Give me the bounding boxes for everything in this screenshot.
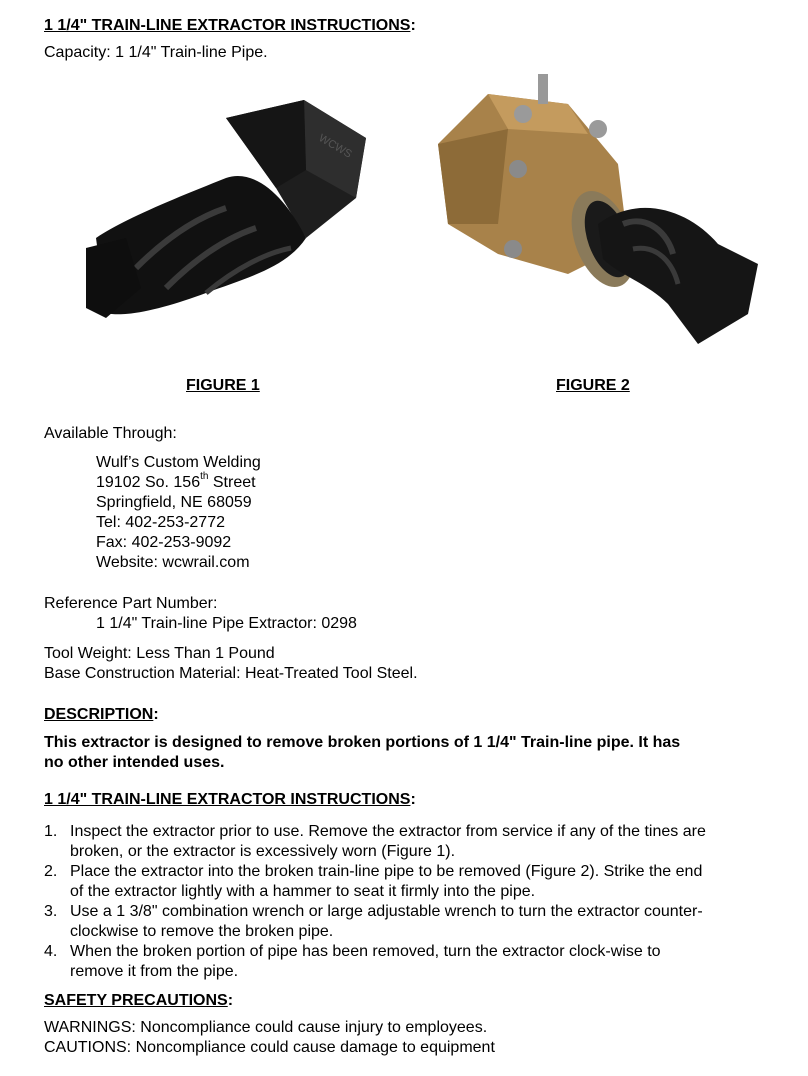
step-line: Place the extractor into the broken train-line pipe to be removed (Figure 2). Strike the end xyxy=(70,863,703,880)
step-number: 1. xyxy=(44,823,58,840)
telephone: Tel: 402-253-2772 xyxy=(96,514,225,531)
city-state-zip: Springfield, NE 68059 xyxy=(96,494,252,511)
step-number: 3. xyxy=(44,903,58,920)
street-ordinal: th xyxy=(200,470,209,482)
figure-2-caption: FIGURE 2 xyxy=(556,377,630,394)
tool-weight: Tool Weight: Less Than 1 Pound xyxy=(44,645,275,662)
fax: Fax: 402-253-9092 xyxy=(96,534,232,551)
website: Website: wcwrail.com xyxy=(96,554,250,571)
extractor-in-fitting-illustration xyxy=(418,74,778,358)
step-line: Use a 1 3/8" combination wrench or large adjustable wrench to turn the extractor counter- xyxy=(70,903,703,920)
instruction-steps xyxy=(44,822,774,982)
instruction-step xyxy=(44,822,774,862)
instructions-heading-text: 1 1/4" TRAIN-LINE EXTRACTOR INSTRUCTIONS xyxy=(44,791,411,808)
safety-heading xyxy=(44,991,233,1011)
description-line-2: no other intended uses. xyxy=(44,754,225,771)
instructions-heading xyxy=(44,790,416,810)
step-line: clockwise to remove the broken pipe. xyxy=(70,923,334,940)
page-title-colon: : xyxy=(410,17,416,34)
description-line-1: This extractor is designed to remove broken portions of 1 1/4" Train-line pipe. It has xyxy=(44,734,681,751)
capacity-text: Capacity: 1 1/4" Train-line Pipe. xyxy=(44,44,268,61)
base-material: Base Construction Material: Heat-Treated Tool Steel. xyxy=(44,665,418,682)
step-number: 4. xyxy=(44,943,58,960)
step-line: Inspect the extractor prior to use. Remove the extractor from service if any of the tines are xyxy=(70,823,706,840)
address-block xyxy=(96,453,261,573)
figure-2-image xyxy=(418,74,778,358)
company-name: Wulf’s Custom Welding xyxy=(96,454,261,471)
step-line: of the extractor lightly with a hammer to seat it firmly into the pipe. xyxy=(70,883,536,900)
description-heading-text: DESCRIPTION xyxy=(44,706,154,723)
reference-label: Reference Part Number: xyxy=(44,595,218,612)
street-suffix: Street xyxy=(208,474,256,491)
step-text xyxy=(70,902,774,942)
svg-text:WCWS: WCWS xyxy=(316,132,354,161)
figure-1-caption: FIGURE 1 xyxy=(186,377,260,394)
extractor-tool-illustration xyxy=(56,78,396,346)
step-text xyxy=(70,822,774,862)
description-heading xyxy=(44,705,159,725)
description-heading-colon: : xyxy=(153,706,159,723)
instruction-step xyxy=(44,902,774,942)
step-line: broken, or the extractor is excessively worn (Figure 1). xyxy=(70,843,456,860)
step-text xyxy=(70,862,774,902)
instructions-heading-colon: : xyxy=(410,791,416,808)
safety-heading-text: SAFETY PRECAUTIONS xyxy=(44,992,228,1009)
page-title xyxy=(44,16,416,36)
instruction-step xyxy=(44,942,774,982)
street-number: 19102 So. 156 xyxy=(96,474,201,491)
step-line: remove it from the pipe. xyxy=(70,963,239,980)
step-text xyxy=(70,942,774,982)
page-title-text: 1 1/4" TRAIN-LINE EXTRACTOR INSTRUCTIONS xyxy=(44,17,411,34)
cautions-text: CAUTIONS: Noncompliance could cause damage to equipment xyxy=(44,1039,495,1056)
step-number: 2. xyxy=(44,863,58,880)
street-address xyxy=(96,470,261,493)
reference-part-number: 1 1/4" Train-line Pipe Extractor: 0298 xyxy=(96,615,357,632)
safety-heading-colon: : xyxy=(227,992,234,1009)
instruction-step xyxy=(44,862,774,902)
available-label: Available Through: xyxy=(44,425,177,442)
warnings-text: WARNINGS: Noncompliance could cause injury to employees. xyxy=(44,1019,488,1036)
figure-1-image xyxy=(56,78,396,346)
step-line: When the broken portion of pipe has been removed, turn the extractor clock-wise to xyxy=(70,943,661,960)
